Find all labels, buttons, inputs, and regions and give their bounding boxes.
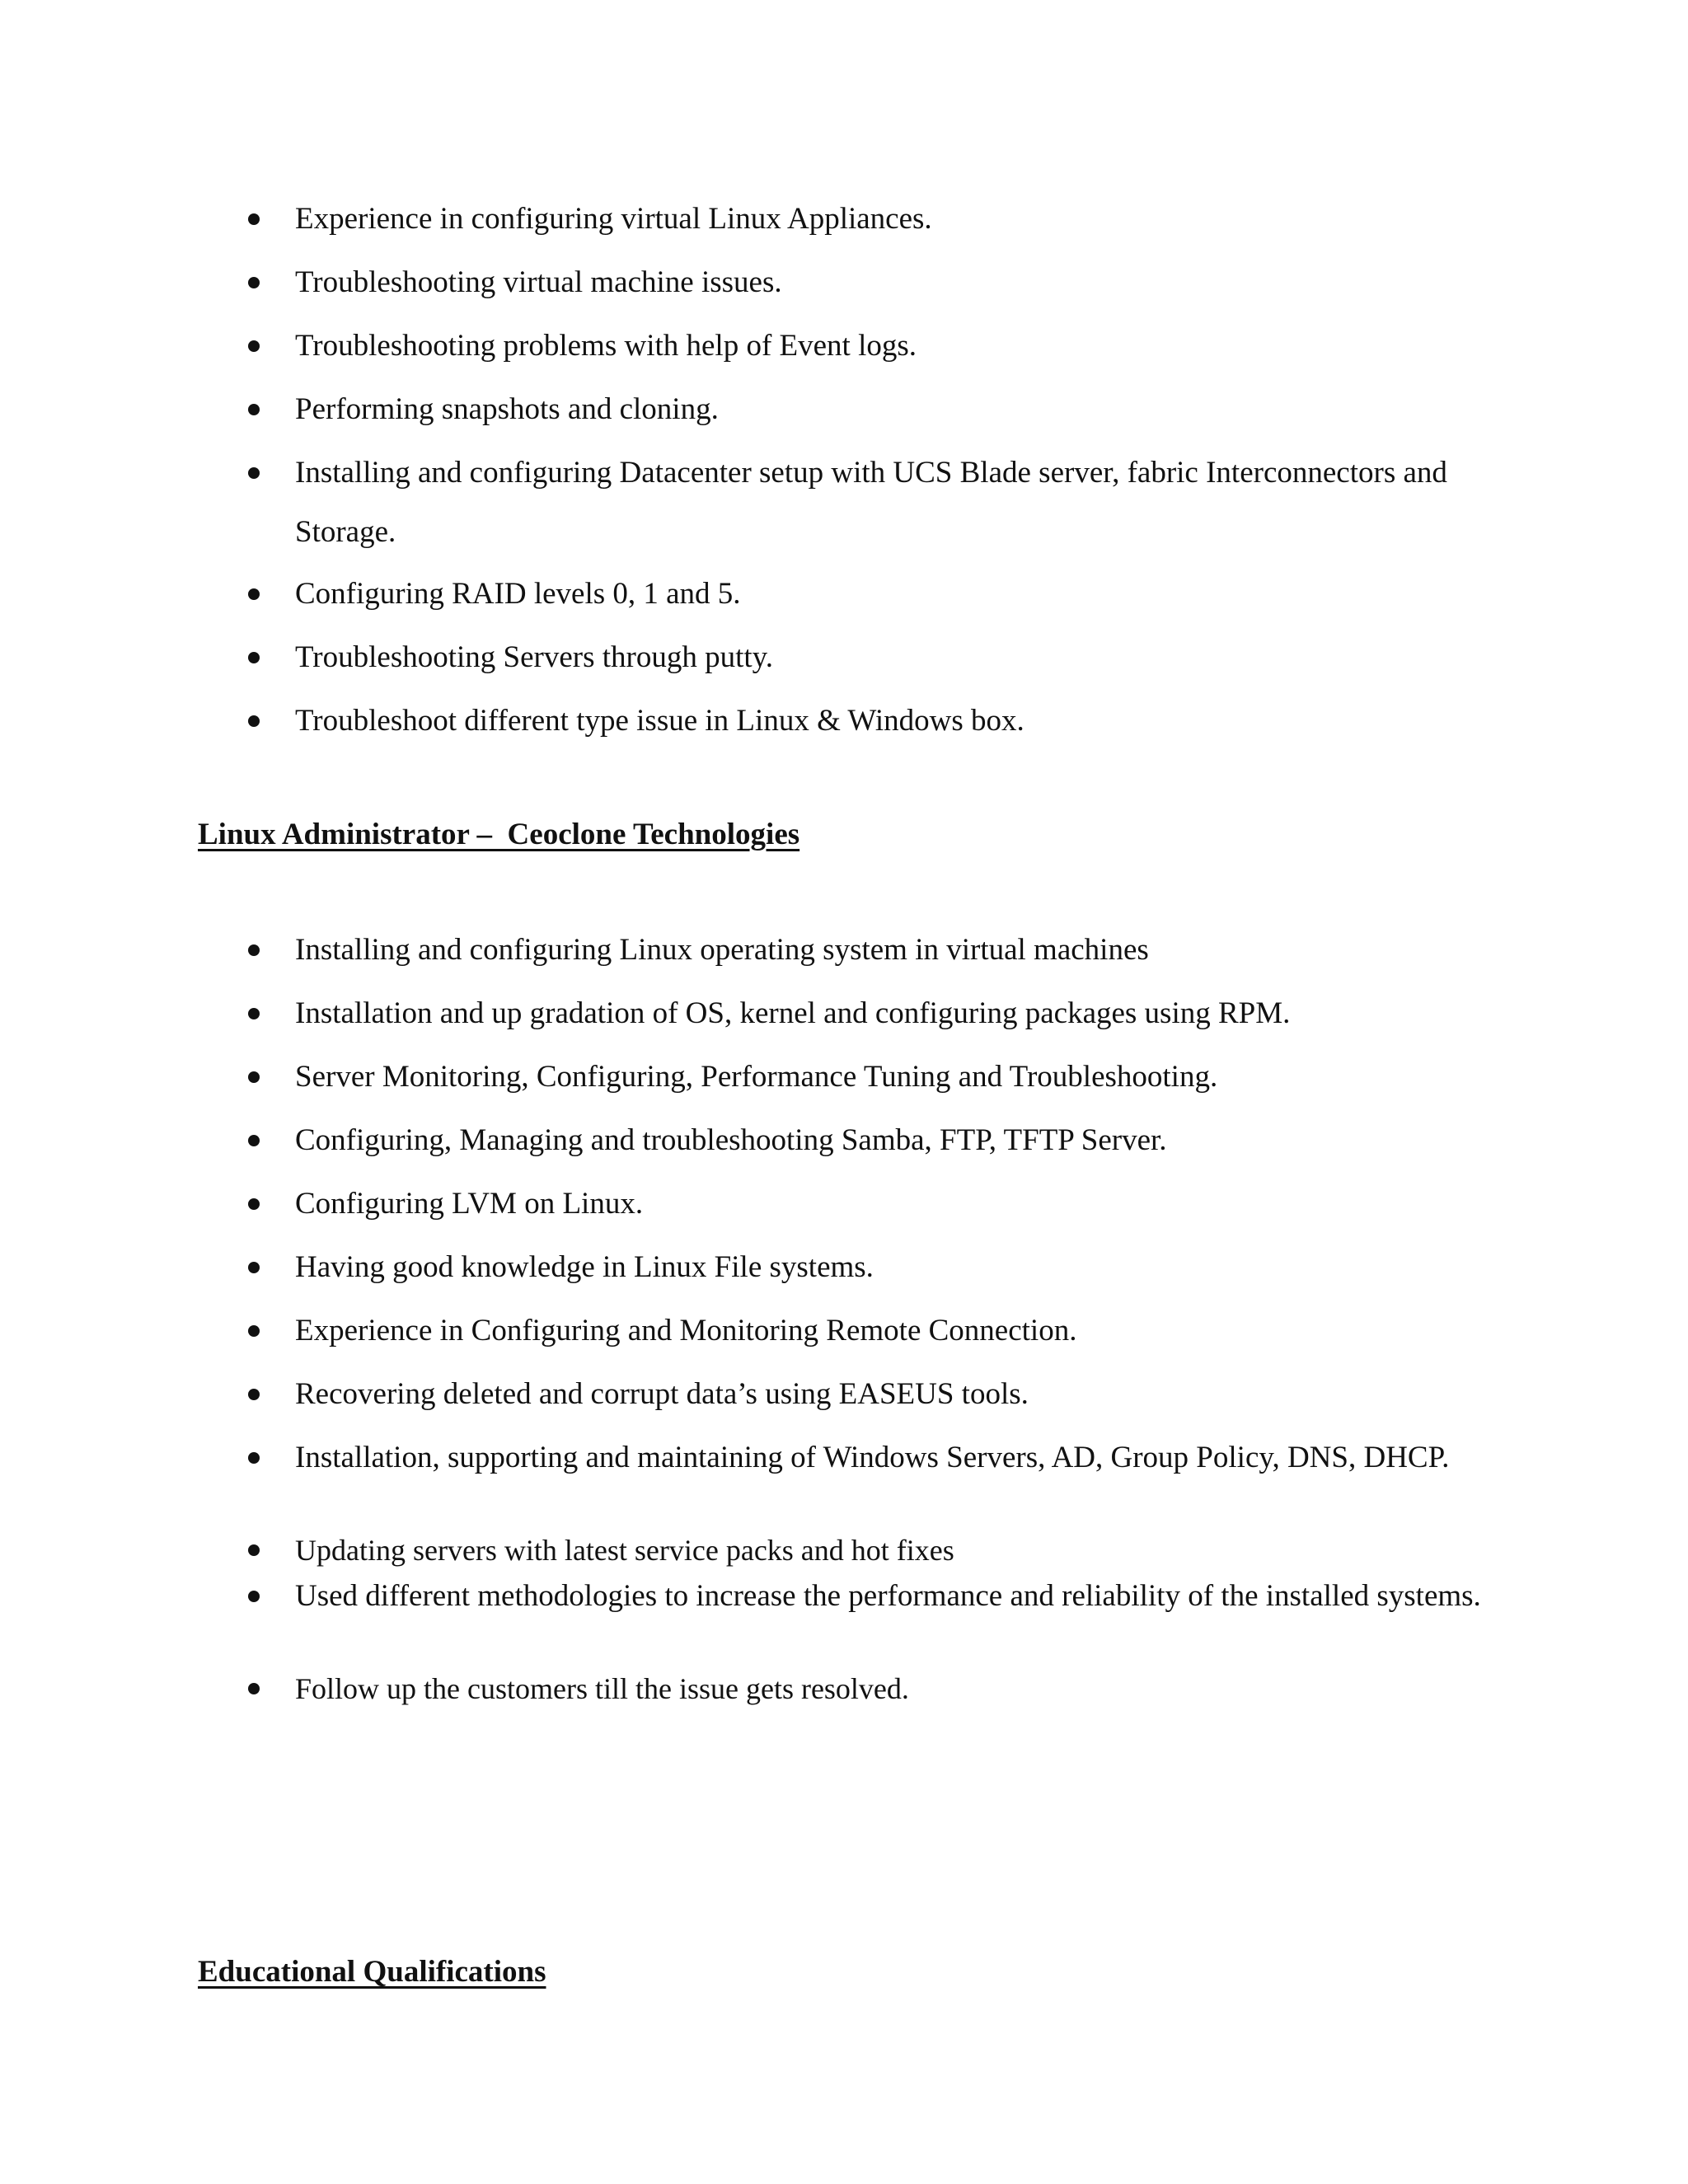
list-item-text: Installation, supporting and maintaining of Windows Servers, AD, Group Policy, DNS, DHCP.: [295, 1441, 1450, 1474]
list-item: [295, 391, 1498, 429]
list-item-text: Having good knowledge in Linux File systems.: [295, 1250, 874, 1284]
bullet-icon: [248, 1135, 260, 1146]
list-item: [295, 1670, 1498, 1708]
list-item: [295, 1058, 1498, 1096]
bullet-icon: [248, 1071, 260, 1083]
list-item-text: Follow up the customers till the issue gets resolved.: [295, 1672, 909, 1705]
list-item-text: Troubleshooting virtual machine issues.: [295, 265, 782, 299]
list-item: [295, 931, 1498, 969]
list-item-text: Experience in configuring virtual Linux Appliances.: [295, 202, 932, 236]
list-item-text: Performing snapshots and cloning.: [295, 392, 719, 426]
bullet-icon: [248, 944, 260, 956]
list-item: [295, 443, 1498, 562]
bullet-icon: [248, 715, 260, 727]
list-item-text: Installing and configuring Linux operating system in virtual machines: [295, 933, 1149, 967]
list-item-text: Used different methodologies to increase the performance and reliability of the installed systems.: [295, 1579, 1481, 1613]
list-item: [295, 702, 1498, 740]
list-item: [295, 1249, 1498, 1286]
list-item: [295, 1531, 1498, 1569]
list-item: [295, 1185, 1498, 1223]
list-item: [295, 575, 1498, 613]
list-item: [295, 1312, 1498, 1350]
list-item-text: Updating servers with latest service packs and hot fixes: [295, 1534, 954, 1567]
bullet-icon: [248, 213, 260, 225]
bullet-icon: [248, 588, 260, 600]
bullet-icon: [248, 404, 260, 415]
bullet-icon: [248, 1262, 260, 1273]
list-item: [295, 200, 1498, 238]
list-item-text: Installing and configuring Datacenter setup with UCS Blade server, fabric Interconnectors and Storage.: [295, 456, 1447, 549]
list-item: [295, 1435, 1498, 1480]
bullet-icon: [248, 277, 260, 288]
list-item-text: Troubleshooting Servers through putty.: [295, 640, 774, 674]
bullet-icon: [248, 1683, 260, 1694]
list-item: [295, 1122, 1498, 1160]
list-item-text: Recovering deleted and corrupt data’s using EASEUS tools.: [295, 1377, 1029, 1411]
bullet-icon: [248, 1008, 260, 1019]
section-heading-educational-qualifications: Educational Qualifications: [198, 1955, 546, 1989]
list-item: [295, 995, 1498, 1033]
list-item-text: Experience in Configuring and Monitoring Remote Connection.: [295, 1314, 1077, 1347]
list-item-text: Installation and up gradation of OS, kernel and configuring packages using RPM.: [295, 996, 1291, 1030]
list-item: [295, 639, 1498, 677]
list-item: [295, 1573, 1498, 1619]
list-item: [295, 327, 1498, 365]
bullet-icon: [248, 1389, 260, 1400]
list-item: [295, 264, 1498, 302]
bullet-icon: [248, 652, 260, 663]
list-item-text: Troubleshoot different type issue in Linux & Windows box.: [295, 704, 1025, 738]
list-item-text: Configuring, Managing and troubleshooting Samba, FTP, TFTP Server.: [295, 1123, 1167, 1157]
bullet-icon: [248, 467, 260, 479]
bullet-icon: [248, 1198, 260, 1210]
list-item-text: Troubleshooting problems with help of Event logs.: [295, 329, 917, 363]
bullet-icon: [248, 1591, 260, 1602]
bullet-icon: [248, 340, 260, 352]
bullet-icon: [248, 1452, 260, 1464]
bullet-icon: [248, 1544, 260, 1556]
bullet-icon: [248, 1325, 260, 1337]
list-item-text: Configuring RAID levels 0, 1 and 5.: [295, 577, 741, 611]
section-heading-linux-administrator: Linux Administrator – Ceoclone Technologies: [198, 818, 800, 851]
list-item-text: Configuring LVM on Linux.: [295, 1187, 644, 1221]
list-item: [295, 1376, 1498, 1413]
list-item-text: Server Monitoring, Configuring, Performance Tuning and Troubleshooting.: [295, 1060, 1218, 1094]
